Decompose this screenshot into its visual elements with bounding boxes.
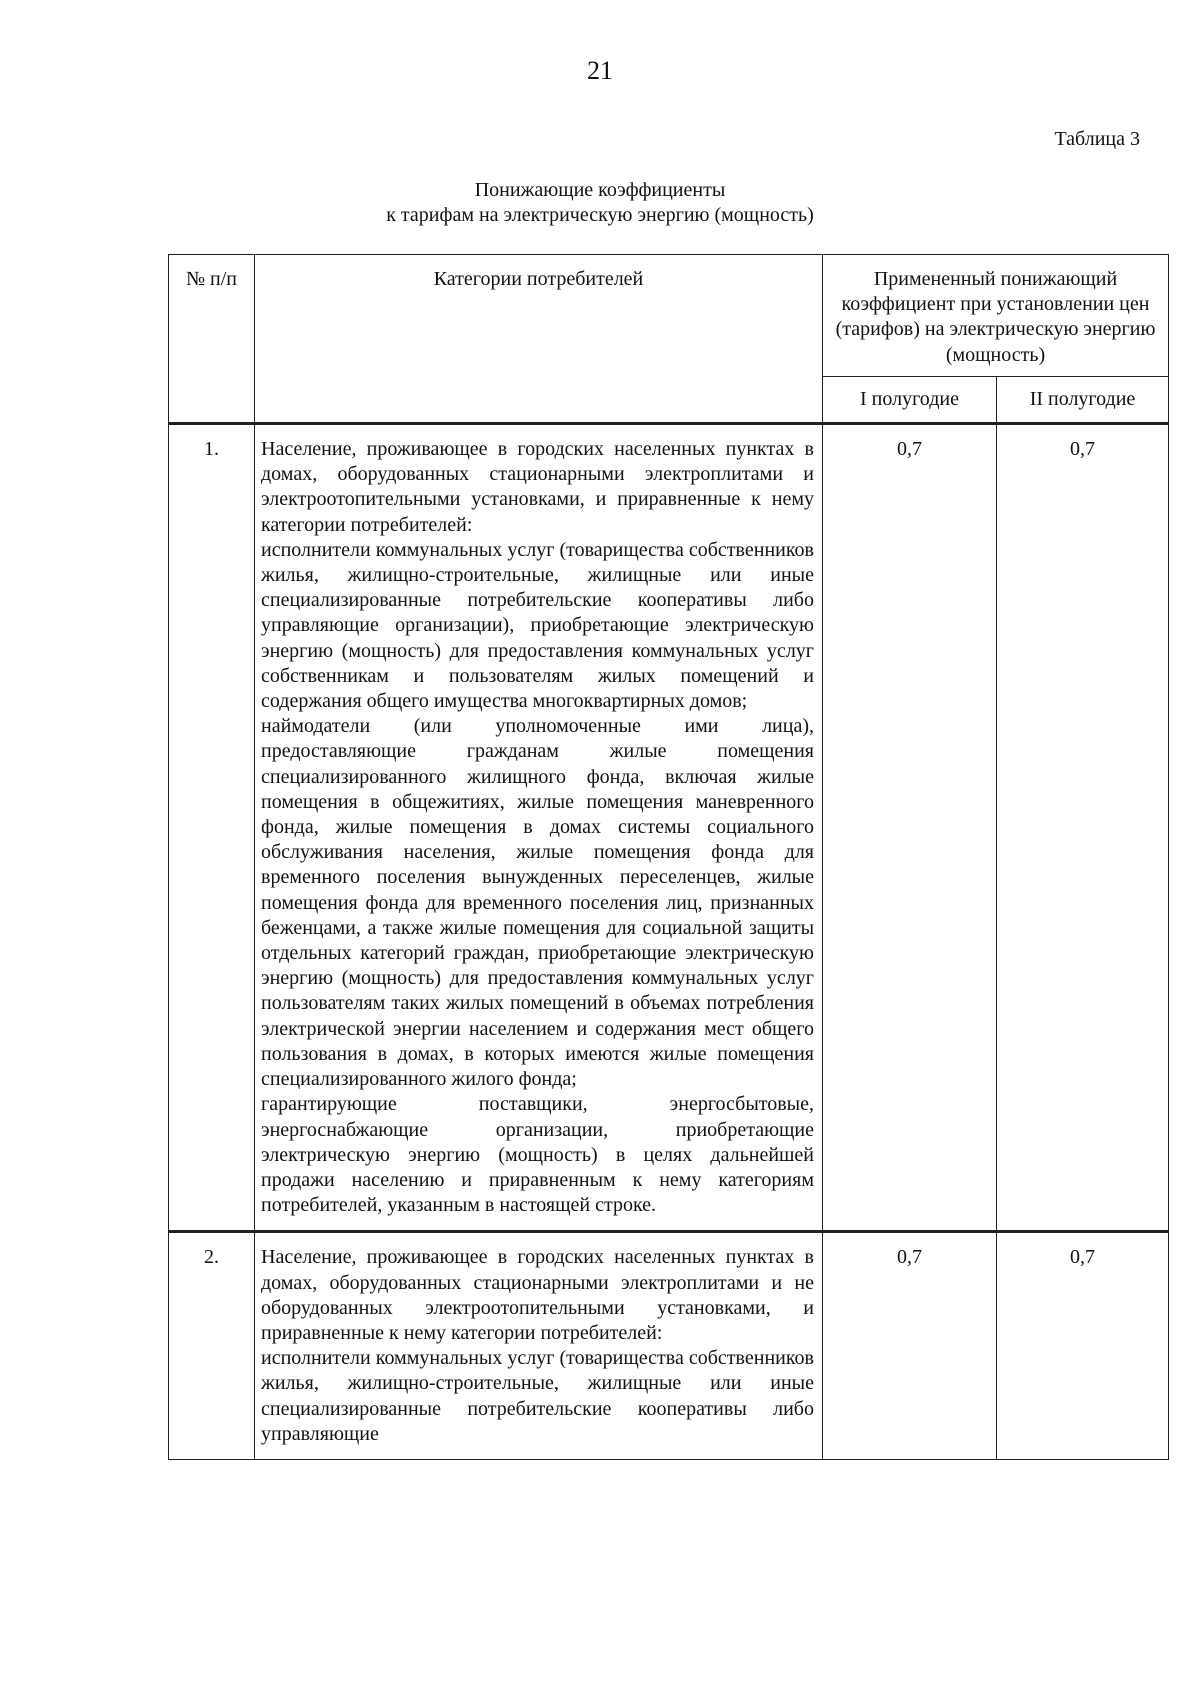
table-header-row (169, 255, 1169, 377)
page-number: 21 (587, 56, 613, 85)
row-category (255, 424, 823, 1232)
table-row (169, 1232, 1169, 1460)
row-number: 1. (169, 424, 255, 1232)
row-half-2-value: 0,7 (997, 1232, 1169, 1460)
category-paragraph: гарантирующие поставщики, энергосбытовые, энергоснабжающие организации, приобретающие электрическую энергию (мощность) в целях дальнейшей продажи населению и приравненным к нему категориям потребителей, указанным в настоящей строке. (261, 1093, 814, 1217)
row-half-2-value: 0,7 (997, 424, 1169, 1232)
category-paragraph: исполнители коммунальных услуг (товарищества собственников жилья, жилищно-строительные, жилищные или иные специализированные потребительские кооперативы либо управляющие организации), приобретающие электрическую энергию (мощность) для предоставления коммунальных услуг собственникам и пользователям жилых помещений и содержания общего имущества многоквартирных домов; (261, 538, 814, 713)
header-category: Категории потребителей (255, 255, 823, 424)
title-line-2: к тарифам на электрическую энергию (мощность) (386, 204, 814, 226)
category-paragraph: наймодатели (или уполномоченные ими лица), предоставляющие гражданам жилые помещения специализированного жилищного фонда, включая жилые помещения в общежитиях, жилые помещения маневренного фонда, жилые помещения в домах системы социального обслуживания населения, жилые помещения фонда для временного поселения вынужденных переселенцев, жилые помещения фонда для временного поселения лиц, признанных беженцами, а также жилые помещения для социальной защиты отдельных категорий граждан, приобретающие электрическую энергию (мощность) для предоставления коммунальных услуг пользователям таких жилых помещений в объемах потребления электрической энергии населением и содержания мест общего пользования в домах, в которых имеются жилые помещения специализированного жилого фонда; (261, 715, 814, 1091)
title-line-1: Понижающие коэффициенты (474, 179, 726, 201)
row-number: 2. (169, 1232, 255, 1460)
row-category (255, 1232, 823, 1460)
row-half-1-value: 0,7 (823, 424, 997, 1232)
header-number: № п/п (169, 255, 255, 424)
header-half-1: I полугодие (823, 376, 997, 423)
tariff-table (168, 254, 1169, 1460)
row-half-1-value: 0,7 (823, 1232, 997, 1460)
category-paragraph: Население, проживающее в городских населенных пунктах в домах, оборудованных стационарными электроплитами и электроотопительными установками, и приравненные к нему категории потребителей: (261, 438, 814, 536)
table-row (169, 424, 1169, 1232)
header-half-2: II полугодие (997, 376, 1169, 423)
document-title (0, 178, 1200, 228)
header-coefficient: Примененный понижающий коэффициент при установлении цен (тарифов) на электрическую энергию (мощность) (823, 255, 1169, 377)
category-paragraph: исполнители коммунальных услуг (товарищества собственников жилья, жилищно-строительные, жилищные или иные специализированные потребительские кооперативы либо управляющие (261, 1347, 814, 1445)
category-paragraph: Население, проживающее в городских населенных пунктах в домах, оборудованных стационарными электроплитами и не оборудованных электроотопительными установками, и приравненные к нему категории потребителей: (261, 1246, 814, 1344)
table-label: Таблица 3 (1054, 128, 1140, 150)
